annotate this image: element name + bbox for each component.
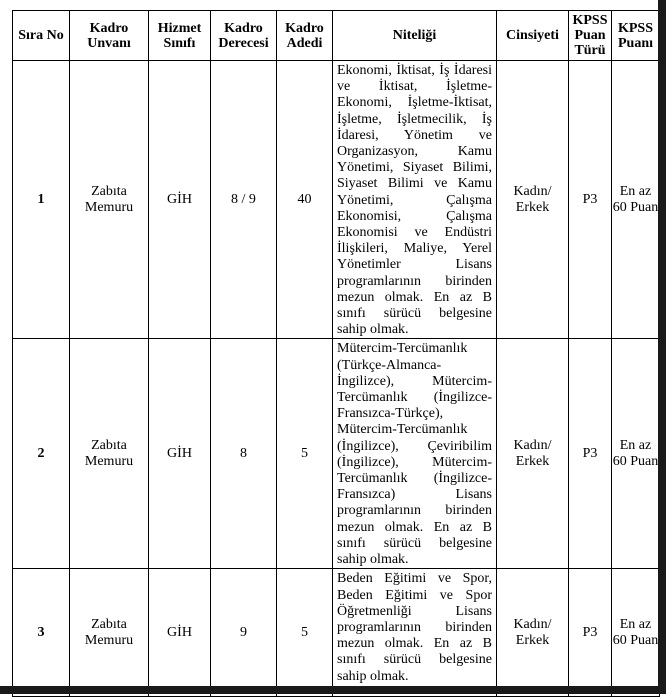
row-puan: En az 60 Puan (612, 61, 660, 339)
header-kpss-puan-turu: KPSS Puan Türü (569, 11, 612, 61)
row-sinif: GİH (149, 339, 211, 569)
row-puan-turu: P3 (569, 339, 612, 569)
row-unvan: Zabıta Memuru (70, 569, 149, 697)
header-kpss-puani: KPSS Puanı (612, 11, 660, 61)
row-puan: En az 60 Puan (612, 339, 660, 569)
row-adet: 5 (277, 339, 333, 569)
row-adet: 40 (277, 61, 333, 339)
table-row (13, 61, 660, 339)
row-nitelik: Mütercim-Tercümanlık (Türkçe-Almanca-İngilizce), Mütercim-Tercümanlık (İngilizce-Fransızca-Türkçe), Mütercim-Tercümanlık (İngilizce), Çeviribilim (İngilizce), Mütercim-Tercümanlık (İngilizce-Fransızca) Lisans programlarının birinden mezun olmak. En az B sınıfı sürücü belgesine sahip olmak. (333, 339, 497, 569)
row-unvan: Zabıta Memuru (70, 61, 149, 339)
row-puan-turu: P3 (569, 569, 612, 697)
row-no: 2 (13, 339, 70, 569)
header-sira-no: Sıra No (13, 11, 70, 61)
row-no: 3 (13, 569, 70, 697)
recruitment-table (12, 10, 660, 697)
row-derece: 9 (211, 569, 277, 697)
row-unvan: Zabıta Memuru (70, 339, 149, 569)
row-nitelik: Ekonomi, İktisat, İş İdaresi ve İktisat, İşletme-Ekonomi, İşletme-İktisat, İşletme, İşletmecilik, İş İdaresi, Yönetim ve Organizasyon, Kamu Yönetimi, Siyaset Bilimi, Siyaset Bilimi ve Kamu Yönetimi, Çalışma Ekonomisi, Çalışma Ekonomisi ve Endüstri İlişkileri, Maliye, Yerel Yönetimler Lisans programlarının birinden mezun olmak. En az B sınıfı sürücü belgesine sahip olmak. (333, 61, 497, 339)
header-kadro-derecesi: Kadro Derecesi (211, 11, 277, 61)
row-puan-turu: P3 (569, 61, 612, 339)
header-kadro-unvani: Kadro Unvanı (70, 11, 149, 61)
header-niteligi: Niteliği (333, 11, 497, 61)
row-sinif: GİH (149, 569, 211, 697)
row-derece: 8 / 9 (211, 61, 277, 339)
row-cinsiyet: Kadın/ Erkek (497, 339, 569, 569)
row-sinif: GİH (149, 61, 211, 339)
row-cinsiyet: Kadın/ Erkek (497, 569, 569, 697)
row-cinsiyet: Kadın/ Erkek (497, 61, 569, 339)
header-row (13, 11, 660, 61)
row-nitelik: Beden Eğitimi ve Spor, Beden Eğitimi ve Spor Öğretmenliği Lisans programlarının birinden mezun olmak. En az B sınıfı sürücü belgesine sahip olmak. (333, 569, 497, 697)
table-row (13, 339, 660, 569)
row-derece: 8 (211, 339, 277, 569)
table-row (13, 569, 660, 697)
header-hizmet-sinifi: Hizmet Sınıfı (149, 11, 211, 61)
recruitment-table-container (12, 10, 660, 697)
header-cinsiyeti: Cinsiyeti (497, 11, 569, 61)
header-kadro-adedi: Kadro Adedi (277, 11, 333, 61)
row-adet: 5 (277, 569, 333, 697)
window-edge-bottom (0, 686, 666, 694)
window-edge-right (658, 0, 666, 694)
row-no: 1 (13, 61, 70, 339)
row-puan: En az 60 Puan (612, 569, 660, 697)
